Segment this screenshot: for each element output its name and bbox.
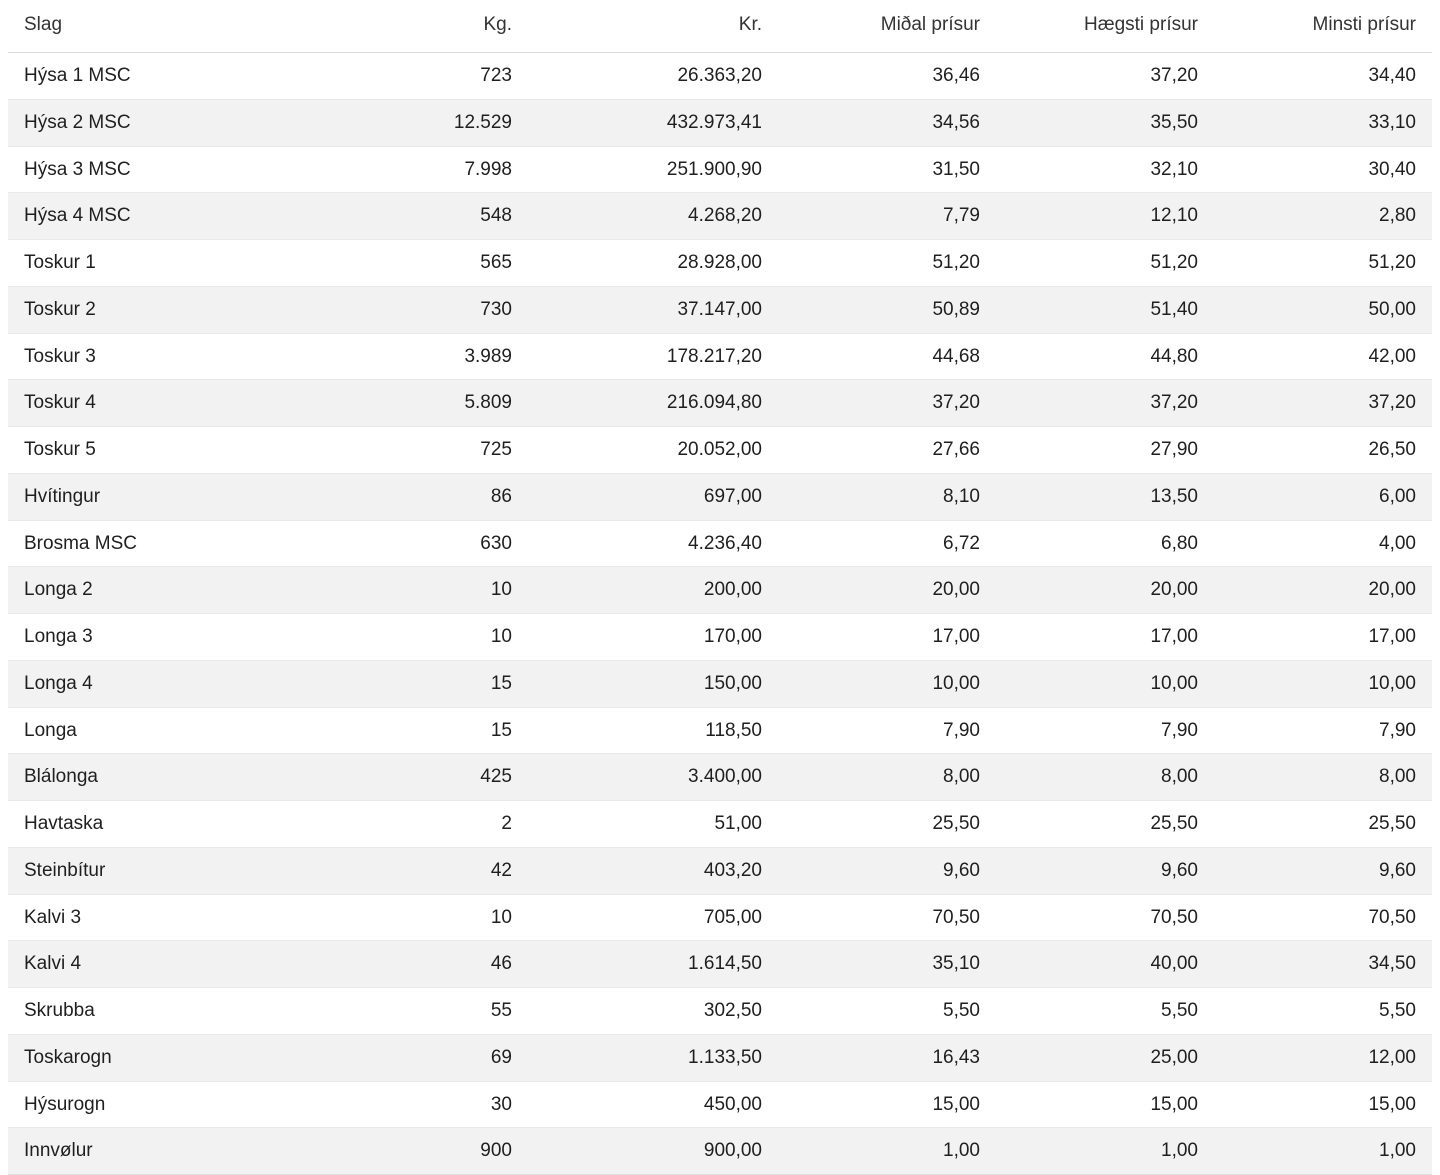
cell-minst: 15,00 <box>1214 1081 1432 1128</box>
cell-haegst: 17,00 <box>996 614 1214 661</box>
cell-minst: 42,00 <box>1214 333 1432 380</box>
cell-mid: 7,79 <box>778 193 996 240</box>
table-row <box>8 614 1432 661</box>
cell-haegst: 32,10 <box>996 146 1214 193</box>
cell-haegst: 70,50 <box>996 894 1214 941</box>
cell-mid: 7,90 <box>778 707 996 754</box>
cell-kg: 69 <box>338 1034 528 1081</box>
cell-kg: 12.529 <box>338 99 528 146</box>
cell-slag: Blálonga <box>8 754 338 801</box>
cell-slag: Hvítingur <box>8 473 338 520</box>
cell-kg: 900 <box>338 1128 528 1175</box>
cell-kg: 46 <box>338 941 528 988</box>
cell-minst: 26,50 <box>1214 427 1432 474</box>
table-header <box>8 0 1432 53</box>
cell-mid: 31,50 <box>778 146 996 193</box>
cell-slag: Longa 3 <box>8 614 338 661</box>
cell-kr: 403,20 <box>528 847 778 894</box>
table-row <box>8 380 1432 427</box>
cell-slag: Skrubba <box>8 988 338 1035</box>
table-row <box>8 193 1432 240</box>
cell-haegst: 15,00 <box>996 1081 1214 1128</box>
table-row <box>8 894 1432 941</box>
table-row <box>8 801 1432 848</box>
table-row <box>8 53 1432 100</box>
cell-kg: 5.809 <box>338 380 528 427</box>
cell-mid: 34,56 <box>778 99 996 146</box>
cell-slag: Kalvi 3 <box>8 894 338 941</box>
table-row <box>8 240 1432 287</box>
table-row <box>8 1081 1432 1128</box>
cell-mid: 5,50 <box>778 988 996 1035</box>
cell-mid: 1,00 <box>778 1128 996 1175</box>
table-row <box>8 520 1432 567</box>
cell-kr: 170,00 <box>528 614 778 661</box>
cell-minst: 1,00 <box>1214 1128 1432 1175</box>
cell-kr: 3.400,00 <box>528 754 778 801</box>
cell-kg: 3.989 <box>338 333 528 380</box>
cell-mid: 70,50 <box>778 894 996 941</box>
cell-mid: 35,10 <box>778 941 996 988</box>
cell-kg: 425 <box>338 754 528 801</box>
cell-kg: 10 <box>338 567 528 614</box>
column-header-slag: Slag <box>8 0 338 53</box>
cell-kr: 251.900,90 <box>528 146 778 193</box>
table-row <box>8 707 1432 754</box>
cell-kr: 4.268,20 <box>528 193 778 240</box>
cell-minst: 70,50 <box>1214 894 1432 941</box>
cell-slag: Hýsa 1 MSC <box>8 53 338 100</box>
cell-minst: 37,20 <box>1214 380 1432 427</box>
table-row <box>8 660 1432 707</box>
fish-auction-table <box>8 0 1432 1175</box>
cell-slag: Longa 2 <box>8 567 338 614</box>
table-body <box>8 53 1432 1175</box>
cell-mid: 50,89 <box>778 286 996 333</box>
cell-haegst: 25,00 <box>996 1034 1214 1081</box>
cell-minst: 4,00 <box>1214 520 1432 567</box>
cell-kr: 4.236,40 <box>528 520 778 567</box>
cell-kg: 55 <box>338 988 528 1035</box>
cell-kr: 20.052,00 <box>528 427 778 474</box>
cell-haegst: 51,40 <box>996 286 1214 333</box>
cell-haegst: 51,20 <box>996 240 1214 287</box>
cell-mid: 15,00 <box>778 1081 996 1128</box>
cell-kg: 10 <box>338 894 528 941</box>
cell-haegst: 8,00 <box>996 754 1214 801</box>
cell-kr: 705,00 <box>528 894 778 941</box>
cell-kr: 178.217,20 <box>528 333 778 380</box>
cell-mid: 51,20 <box>778 240 996 287</box>
cell-mid: 8,00 <box>778 754 996 801</box>
cell-haegst: 6,80 <box>996 520 1214 567</box>
cell-mid: 9,60 <box>778 847 996 894</box>
cell-slag: Hýsa 4 MSC <box>8 193 338 240</box>
cell-haegst: 10,00 <box>996 660 1214 707</box>
cell-kr: 51,00 <box>528 801 778 848</box>
cell-slag: Innvølur <box>8 1128 338 1175</box>
cell-mid: 37,20 <box>778 380 996 427</box>
table-row <box>8 146 1432 193</box>
cell-kr: 432.973,41 <box>528 99 778 146</box>
cell-minst: 33,10 <box>1214 99 1432 146</box>
cell-mid: 8,10 <box>778 473 996 520</box>
cell-kr: 118,50 <box>528 707 778 754</box>
column-header-minsti-prisur: Minsti prísur <box>1214 0 1432 53</box>
cell-minst: 8,00 <box>1214 754 1432 801</box>
cell-haegst: 37,20 <box>996 53 1214 100</box>
cell-kr: 302,50 <box>528 988 778 1035</box>
cell-kg: 86 <box>338 473 528 520</box>
table-row <box>8 988 1432 1035</box>
cell-minst: 34,40 <box>1214 53 1432 100</box>
cell-haegst: 12,10 <box>996 193 1214 240</box>
cell-kg: 548 <box>338 193 528 240</box>
table-row <box>8 941 1432 988</box>
cell-kr: 37.147,00 <box>528 286 778 333</box>
cell-mid: 27,66 <box>778 427 996 474</box>
cell-minst: 25,50 <box>1214 801 1432 848</box>
cell-slag: Toskarogn <box>8 1034 338 1081</box>
cell-haegst: 44,80 <box>996 333 1214 380</box>
cell-mid: 20,00 <box>778 567 996 614</box>
cell-mid: 16,43 <box>778 1034 996 1081</box>
cell-haegst: 35,50 <box>996 99 1214 146</box>
table-row <box>8 333 1432 380</box>
cell-minst: 7,90 <box>1214 707 1432 754</box>
cell-mid: 44,68 <box>778 333 996 380</box>
cell-kr: 1.614,50 <box>528 941 778 988</box>
cell-slag: Steinbítur <box>8 847 338 894</box>
cell-slag: Havtaska <box>8 801 338 848</box>
cell-haegst: 1,00 <box>996 1128 1214 1175</box>
cell-haegst: 27,90 <box>996 427 1214 474</box>
cell-minst: 50,00 <box>1214 286 1432 333</box>
cell-minst: 51,20 <box>1214 240 1432 287</box>
cell-kg: 30 <box>338 1081 528 1128</box>
cell-haegst: 25,50 <box>996 801 1214 848</box>
column-header-midal-prisur: Miðal prísur <box>778 0 996 53</box>
cell-mid: 36,46 <box>778 53 996 100</box>
column-header-kg: Kg. <box>338 0 528 53</box>
table-row <box>8 567 1432 614</box>
cell-kg: 2 <box>338 801 528 848</box>
cell-slag: Toskur 2 <box>8 286 338 333</box>
cell-slag: Toskur 1 <box>8 240 338 287</box>
cell-kr: 697,00 <box>528 473 778 520</box>
cell-minst: 12,00 <box>1214 1034 1432 1081</box>
cell-minst: 2,80 <box>1214 193 1432 240</box>
cell-mid: 6,72 <box>778 520 996 567</box>
cell-slag: Brosma MSC <box>8 520 338 567</box>
cell-kg: 15 <box>338 660 528 707</box>
cell-kg: 730 <box>338 286 528 333</box>
cell-minst: 9,60 <box>1214 847 1432 894</box>
cell-slag: Hýsa 2 MSC <box>8 99 338 146</box>
cell-slag: Longa <box>8 707 338 754</box>
cell-haegst: 13,50 <box>996 473 1214 520</box>
table-row <box>8 286 1432 333</box>
cell-slag: Kalvi 4 <box>8 941 338 988</box>
cell-kg: 630 <box>338 520 528 567</box>
cell-haegst: 5,50 <box>996 988 1214 1035</box>
cell-minst: 30,40 <box>1214 146 1432 193</box>
cell-kr: 1.133,50 <box>528 1034 778 1081</box>
cell-kr: 216.094,80 <box>528 380 778 427</box>
cell-mid: 25,50 <box>778 801 996 848</box>
column-header-haegsti-prisur: Hægsti prísur <box>996 0 1214 53</box>
table-row <box>8 754 1432 801</box>
cell-kr: 26.363,20 <box>528 53 778 100</box>
cell-slag: Toskur 4 <box>8 380 338 427</box>
table-row <box>8 427 1432 474</box>
cell-kr: 28.928,00 <box>528 240 778 287</box>
cell-kr: 450,00 <box>528 1081 778 1128</box>
cell-kg: 10 <box>338 614 528 661</box>
cell-minst: 5,50 <box>1214 988 1432 1035</box>
cell-minst: 10,00 <box>1214 660 1432 707</box>
cell-slag: Toskur 5 <box>8 427 338 474</box>
cell-kg: 15 <box>338 707 528 754</box>
cell-kg: 725 <box>338 427 528 474</box>
cell-mid: 17,00 <box>778 614 996 661</box>
cell-kr: 200,00 <box>528 567 778 614</box>
table-row <box>8 1034 1432 1081</box>
cell-slag: Hýsurogn <box>8 1081 338 1128</box>
cell-slag: Longa 4 <box>8 660 338 707</box>
table-row <box>8 847 1432 894</box>
cell-slag: Hýsa 3 MSC <box>8 146 338 193</box>
table-row <box>8 473 1432 520</box>
cell-haegst: 20,00 <box>996 567 1214 614</box>
column-header-kr: Kr. <box>528 0 778 53</box>
table-row <box>8 1128 1432 1175</box>
cell-kg: 42 <box>338 847 528 894</box>
cell-kr: 150,00 <box>528 660 778 707</box>
cell-haegst: 40,00 <box>996 941 1214 988</box>
table-row <box>8 99 1432 146</box>
cell-kg: 723 <box>338 53 528 100</box>
cell-haegst: 37,20 <box>996 380 1214 427</box>
cell-minst: 17,00 <box>1214 614 1432 661</box>
table-header-row <box>8 0 1432 53</box>
cell-minst: 6,00 <box>1214 473 1432 520</box>
cell-minst: 20,00 <box>1214 567 1432 614</box>
cell-haegst: 9,60 <box>996 847 1214 894</box>
cell-haegst: 7,90 <box>996 707 1214 754</box>
cell-minst: 34,50 <box>1214 941 1432 988</box>
cell-kr: 900,00 <box>528 1128 778 1175</box>
cell-kg: 7.998 <box>338 146 528 193</box>
cell-mid: 10,00 <box>778 660 996 707</box>
cell-kg: 565 <box>338 240 528 287</box>
cell-slag: Toskur 3 <box>8 333 338 380</box>
